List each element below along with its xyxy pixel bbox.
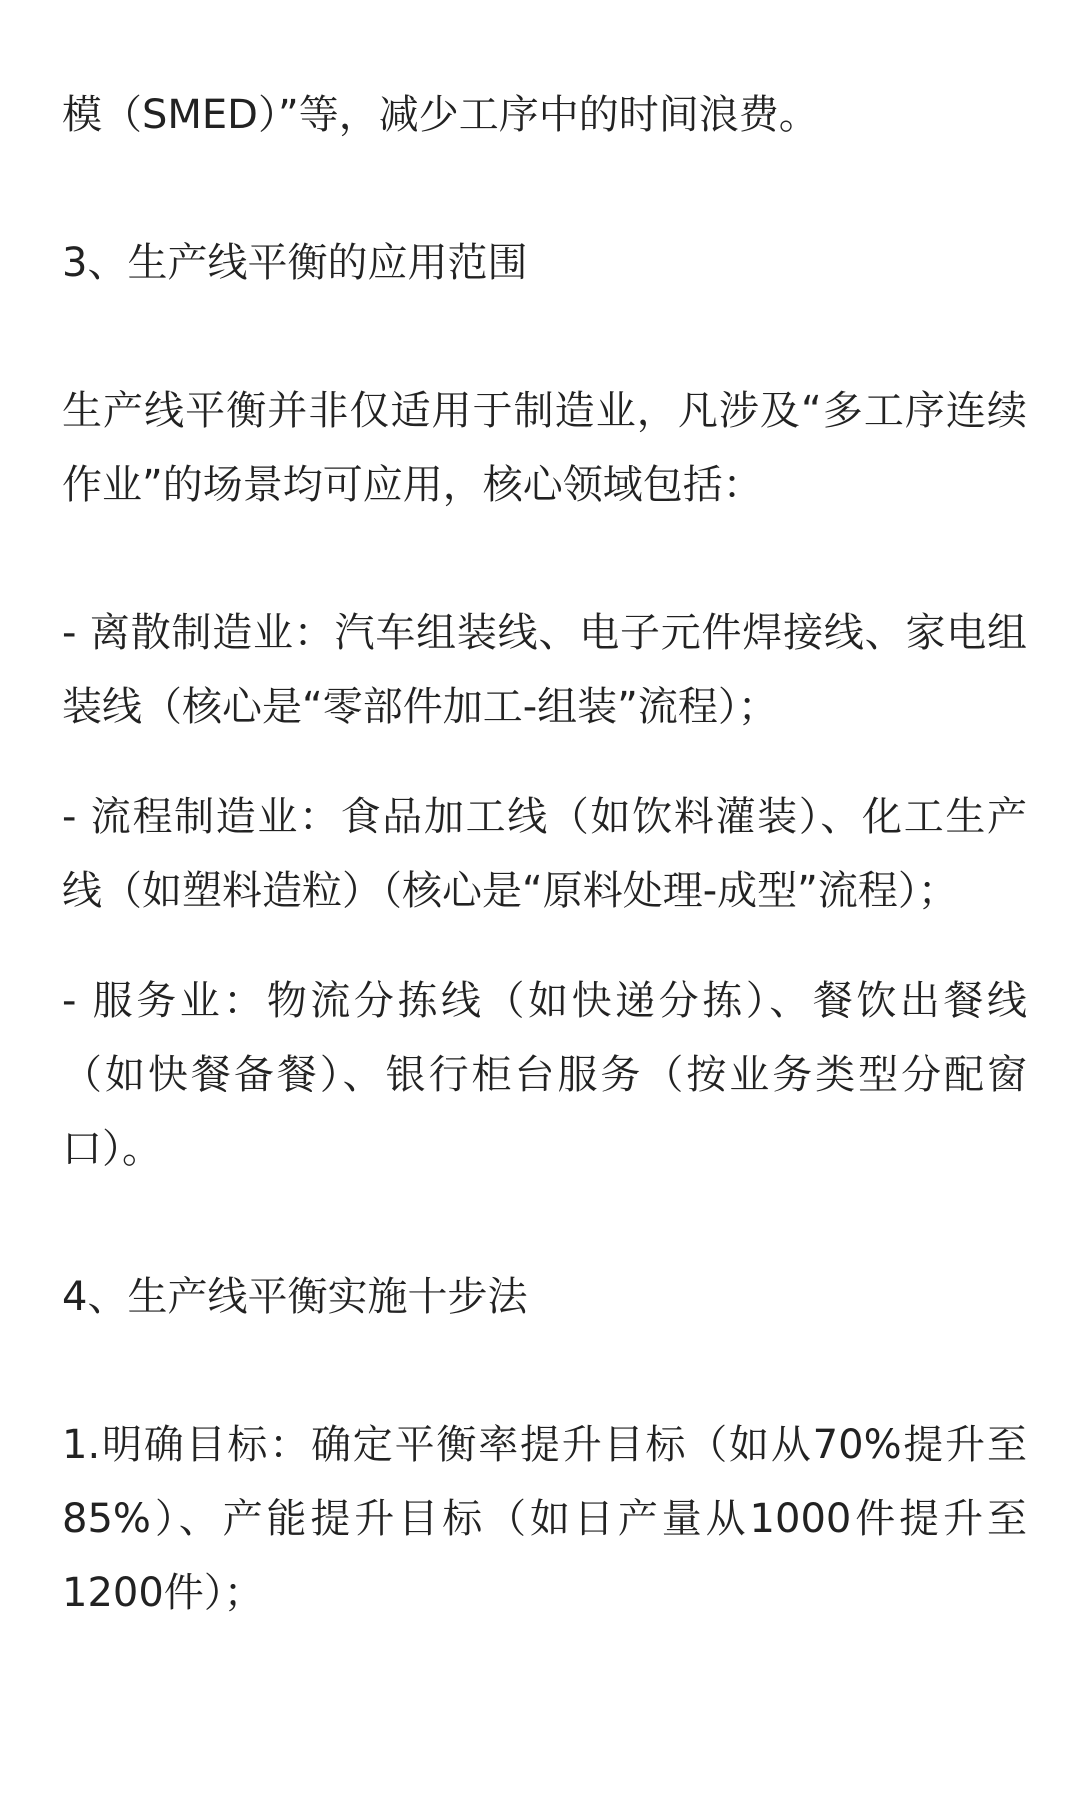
section-heading-ten-steps: 4、生产线平衡实施十步法 [62,1274,528,1320]
list-item-services: - 服务业：物流分拣线（如快递分拣）、餐饮出餐线（如快餐备餐）、银行柜台服务（按业务类型分配窗口）。 [62,978,1027,1172]
list-item-discrete-manufacturing: - 离散制造业：汽车组装线、电子元件焊接线、家电组装线（核心是“零部件加工-组装”流程）； [62,610,1027,730]
list-item-process-manufacturing: - 流程制造业：食品加工线（如饮料灌装）、化工生产线（如塑料造粒）（核心是“原料处理-成型”流程）； [62,794,1027,914]
paragraph-scope-intro: 生产线平衡并非仅适用于制造业，凡涉及“多工序连续作业”的场景均可应用，核心领域包括： [62,388,1027,508]
paragraph-smed-continuation: 模（SMED）”等，减少工序中的时间浪费。 [62,92,819,138]
step-1-define-goals: 1.明确目标：确定平衡率提升目标（如从70%提升至85%）、产能提升目标（如日产量从1000件提升至1200件）； [62,1422,1027,1616]
article-body [62,78,1027,1630]
section-heading-application-scope: 3、生产线平衡的应用范围 [62,240,528,286]
